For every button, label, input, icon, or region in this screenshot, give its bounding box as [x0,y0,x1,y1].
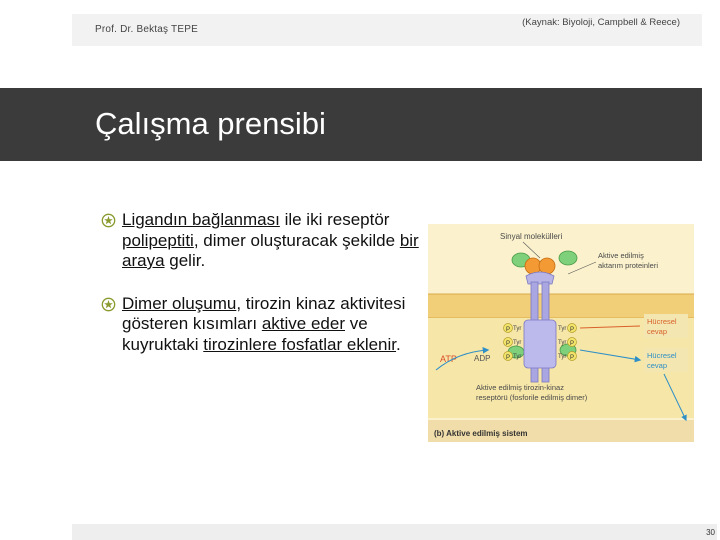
segment: ile iki reseptör [279,210,390,229]
receptor-label: Aktive edilmiş tirozin-kinaz [476,383,564,392]
slide-title: Çalışma prensibi [95,106,326,141]
circled-star-bullet-icon [101,297,116,312]
relay-label: aktarım proteinleri [598,261,659,270]
signal-molecule [539,258,555,274]
tyr-label: Tyr [513,326,522,332]
relay-label: Aktive edilmiş [598,251,644,260]
response-label: cevap [647,327,668,336]
bullet-item [101,294,431,356]
segment: ve kuyruktaki [122,314,368,354]
segment: tirozinlere fosfatlar eklenir [203,334,397,354]
receptor-head [526,272,554,284]
signal-molecule [525,258,541,274]
source-citation: (Kaynak: Biyoloji, Campbell & Reece) [522,17,680,28]
bullet-list [101,210,431,377]
phosphate-label: P [506,355,511,361]
atp-label: ATP [440,354,457,364]
bullet-item [101,210,431,272]
response-label: cevap [647,361,668,370]
tyr-label: Tyr [558,354,567,360]
circled-star-bullet-icon [101,213,116,228]
segment: polipeptiti [122,230,194,250]
tyr-label: Tyr [558,326,567,332]
tyr-label: Tyr [513,340,522,346]
page-number: 30 [706,528,715,537]
receptor-diagram [428,224,694,442]
phosphate-label: P [570,327,575,333]
segment: aktive eder [261,314,345,333]
phosphate-label: P [506,327,511,333]
relay-protein [559,251,577,265]
phosphate-label: P [506,341,511,347]
figure-caption: (b) Aktive edilmiş sistem [434,429,528,438]
response-label: Hücresel [647,351,677,360]
adp-label: ADP [474,354,491,363]
segment: gelir. [164,251,206,270]
signal-label: Sinyal molekülleri [500,232,563,241]
tyr-label: Tyr [513,354,522,360]
author-name: Prof. Dr. Bektaş TEPE [95,24,198,35]
phosphate-label: P [570,355,575,361]
footer-bar [72,524,717,540]
segment: , tirozin kinaz aktivitesi gösteren kısımları [122,293,406,333]
tyr-label: Tyr [558,340,567,346]
segment: bir araya [122,230,419,270]
segment: . [396,334,401,354]
receptor-label: reseptörü (fosforile edilmiş dimer) [476,393,588,402]
segment: Dimer oluşumu [122,293,237,313]
segment: , dimer oluşturacak şekilde [193,230,400,250]
segment: Ligandın bağlanması [122,210,280,229]
phosphate-label: P [570,341,575,347]
kinase-domain [524,320,556,368]
response-label: Hücresel [647,317,677,326]
